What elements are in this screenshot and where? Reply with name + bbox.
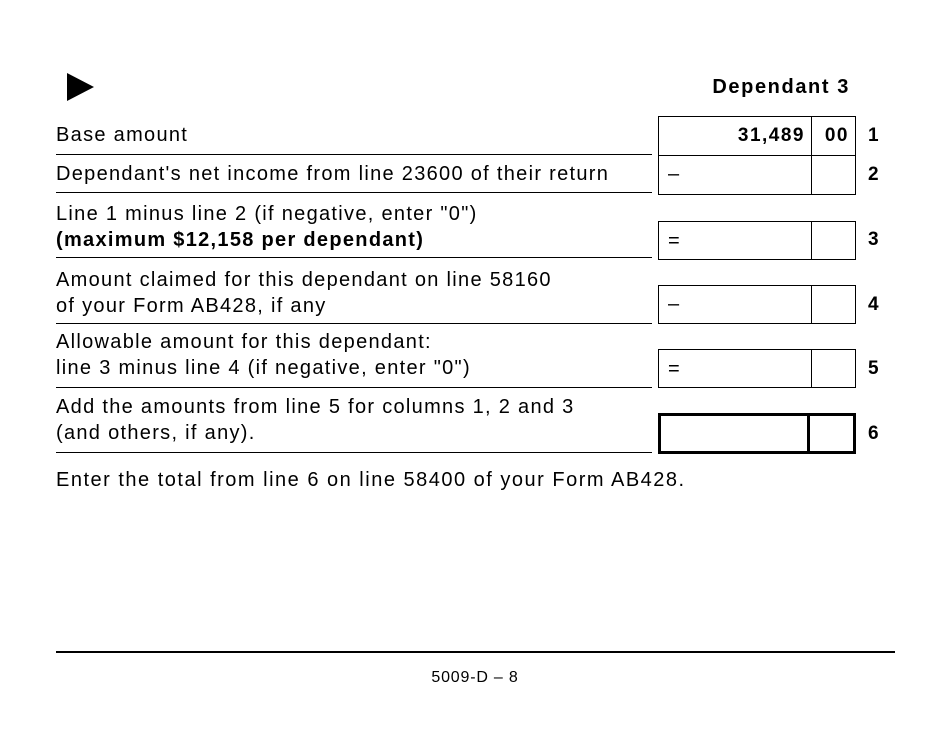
line-3-amount-field[interactable]: [658, 221, 856, 260]
line-1-cents-value: 00: [824, 125, 849, 146]
line-3-cents[interactable]: [812, 222, 855, 259]
line-1-number: 1: [868, 125, 879, 146]
line-2-amount-field[interactable]: [658, 155, 856, 195]
line-6-description: [56, 394, 652, 453]
form-page-number: 5009-D – 8: [431, 669, 519, 686]
line-6-total-field[interactable]: [658, 413, 856, 454]
line-4-amount-field[interactable]: [658, 285, 856, 324]
arrow-right-icon: [67, 73, 94, 101]
line-6-number: 6: [868, 423, 879, 444]
line-4-text-line1: Amount claimed for this dependant on line 58160: [56, 269, 552, 291]
line-3-description: [56, 201, 652, 258]
line-3-dollars[interactable]: [659, 222, 812, 259]
line-5-sign: =: [668, 358, 680, 380]
line-4-description: [56, 267, 652, 324]
line-1-dollars-value: 31,489: [737, 125, 805, 146]
line-3-text: Line 1 minus line 2 (if negative, enter "0"): [56, 203, 478, 225]
line-5-text-line2: line 3 minus line 4 (if negative, enter "0"): [56, 357, 471, 379]
line-6-cents[interactable]: [810, 416, 853, 451]
line-2-description: [56, 161, 652, 193]
line-6-text-line2: (and others, if any).: [56, 422, 256, 444]
line-2-number: 2: [868, 164, 879, 185]
line-4-dollars[interactable]: [659, 286, 812, 323]
line-6-dollars[interactable]: [661, 416, 810, 451]
line-2-cents[interactable]: [812, 155, 855, 194]
line-2-sign: –: [668, 163, 680, 185]
line-2-text: Dependant's net income from line 23600 of their return: [56, 163, 610, 185]
line-6-text-line1: Add the amounts from line 5 for columns 1, 2 and 3: [56, 396, 575, 418]
footer-divider: [56, 651, 895, 653]
line-4-text-line2: of your Form AB428, if any: [56, 295, 327, 317]
line-1-text: Base amount: [56, 124, 189, 146]
line-4-sign: –: [668, 293, 680, 315]
line-1-dollars[interactable]: [659, 117, 812, 155]
total-instruction: Enter the total from line 6 on line 58400 of your Form AB428.: [56, 469, 686, 491]
line-1-amount-field[interactable]: [658, 116, 856, 156]
column-title: Dependant 3: [712, 76, 850, 98]
line-3-maximum-note: (maximum $12,158 per dependant): [56, 229, 425, 251]
line-3-number: 3: [868, 229, 879, 250]
line-4-cents[interactable]: [812, 286, 855, 323]
line-3-sign: =: [668, 230, 680, 252]
line-5-number: 5: [868, 358, 879, 379]
line-2-dollars[interactable]: [659, 155, 812, 194]
line-4-number: 4: [868, 294, 879, 315]
line-5-description: [56, 329, 652, 388]
line-5-cents[interactable]: [812, 350, 855, 387]
line-5-dollars[interactable]: [659, 350, 812, 387]
line-5-text-line1: Allowable amount for this dependant:: [56, 331, 432, 353]
line-5-amount-field[interactable]: [658, 349, 856, 388]
line-1-cents[interactable]: [812, 117, 855, 155]
line-1-description: [56, 122, 652, 155]
